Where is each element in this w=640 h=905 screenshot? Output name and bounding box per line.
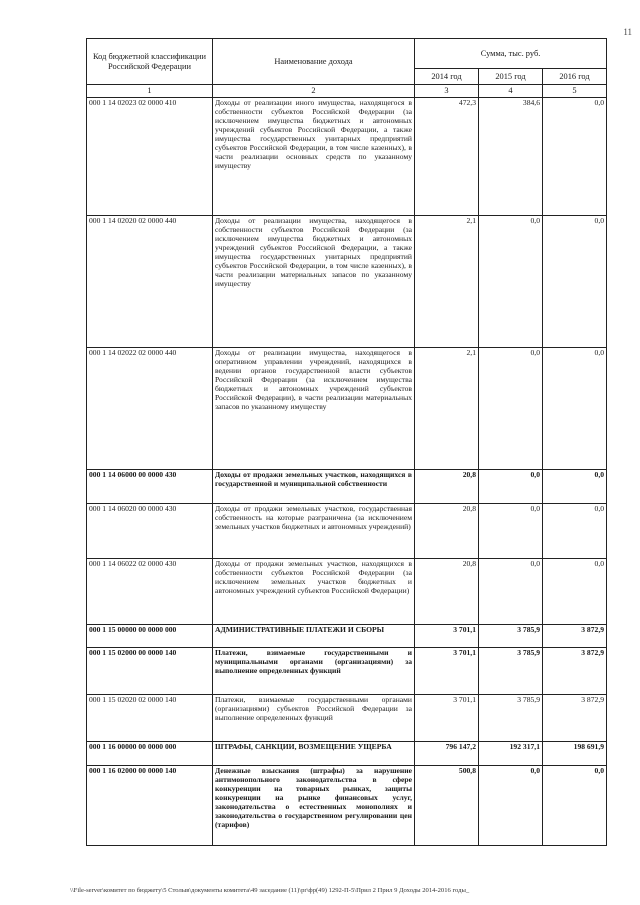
row-value-2014: 472,3 (415, 97, 479, 215)
col-number-3: 3 (415, 85, 479, 98)
row-value-2016: 0,0 (543, 503, 607, 558)
row-name: ШТРАФЫ, САНКЦИИ, ВОЗМЕЩЕНИЕ УЩЕРБА (213, 741, 415, 765)
row-name: Доходы от продажи земельных участков, находящихся в собственности субъектов Российской Федерации (за исключением земельных участков бюджетных и автономных учреждений субъектов Российской Федерации) (213, 558, 415, 624)
table-row (87, 647, 607, 694)
row-name: Платежи, взимаемые государственными органами (организациями) субъектов Российской Федерации за выполнение определенных функций (213, 694, 415, 741)
row-code: 000 1 16 00000 00 0000 000 (87, 741, 213, 765)
row-name: Доходы от реализации имущества, находящегося в оперативном управлении учреждений, находящихся в ведении органов государственной власти субъектов Российской Федерации (за исключением имущества бюджетных и автономных учреждений субъектов Российской Федерации), в части реализации материальных запасов по указанному имуществу (213, 347, 415, 469)
table-row (87, 469, 607, 503)
row-value-2015: 3 785,9 (479, 694, 543, 741)
row-name: Платежи, взимаемые государственными и муниципальными органами (организациями) за выполнение определенных функций (213, 647, 415, 694)
row-value-2016: 3 872,9 (543, 694, 607, 741)
row-value-2016: 0,0 (543, 469, 607, 503)
row-code: 000 1 14 06000 00 0000 430 (87, 469, 213, 503)
table-row (87, 215, 607, 347)
row-value-2014: 3 701,1 (415, 694, 479, 741)
row-value-2014: 3 701,1 (415, 624, 479, 647)
row-value-2014: 3 701,1 (415, 647, 479, 694)
table-row (87, 624, 607, 647)
revenue-table (86, 38, 607, 846)
row-code: 000 1 14 06022 02 0000 430 (87, 558, 213, 624)
row-code: 000 1 14 02022 02 0000 440 (87, 347, 213, 469)
table-row (87, 97, 607, 215)
table-row (87, 765, 607, 845)
row-value-2015: 0,0 (479, 347, 543, 469)
row-value-2016: 3 872,9 (543, 647, 607, 694)
file-path-footer: \\File-server\комитет по бюджету\5 Столыв\документы комитета\49 заседание (11)\pr\фр(49) 1292-П-5\Прил 2 Прил 9 Доходы 2014-2016 годы_ (70, 887, 470, 894)
header-sum: Сумма, тыс. руб. (415, 39, 607, 69)
row-value-2014: 20,8 (415, 469, 479, 503)
row-value-2016: 0,0 (543, 215, 607, 347)
page-number: 11 (623, 27, 632, 37)
col-number-1: 1 (87, 85, 213, 98)
row-value-2015: 0,0 (479, 558, 543, 624)
header-year-2014: 2014 год (415, 69, 479, 85)
row-value-2014: 500,8 (415, 765, 479, 845)
header-code: Код бюджетной классификации Российской Федерации (87, 39, 213, 85)
row-value-2015: 384,6 (479, 97, 543, 215)
row-value-2015: 0,0 (479, 469, 543, 503)
row-value-2016: 0,0 (543, 347, 607, 469)
header-year-2016: 2016 год (543, 69, 607, 85)
row-code: 000 1 16 02000 00 0000 140 (87, 765, 213, 845)
row-value-2015: 0,0 (479, 765, 543, 845)
row-value-2015: 0,0 (479, 215, 543, 347)
row-name: Доходы от реализации имущества, находящегося в собственности субъектов Российской Федерации (за исключением имущества бюджетных и автономных учреждений субъектов Российской Федерации, а также имущества государственных унитарных предприятий субъектов Российской Федерации, в том числе казенных), в части реализации материальных запасов по указанному имуществу (213, 215, 415, 347)
row-code: 000 1 15 00000 00 0000 000 (87, 624, 213, 647)
row-value-2016: 0,0 (543, 97, 607, 215)
row-value-2014: 20,8 (415, 503, 479, 558)
row-code: 000 1 15 02000 00 0000 140 (87, 647, 213, 694)
row-value-2015: 192 317,1 (479, 741, 543, 765)
row-name: Доходы от реализации иного имущества, находящегося в собственности субъектов Российской Федерации (за исключением имущества бюджетных и автономных учреждений субъектов Российской Федерации, а также имущества государственных унитарных предприятий субъектов Российской Федерации, в том числе казенных), в части реализации основных средств по указанному имуществу (213, 97, 415, 215)
table-row (87, 558, 607, 624)
row-value-2014: 2,1 (415, 215, 479, 347)
col-number-2: 2 (213, 85, 415, 98)
table-row (87, 503, 607, 558)
table-row (87, 694, 607, 741)
row-name: АДМИНИСТРАТИВНЫЕ ПЛАТЕЖИ И СБОРЫ (213, 624, 415, 647)
row-value-2014: 2,1 (415, 347, 479, 469)
header-name: Наименование дохода (213, 39, 415, 85)
col-number-4: 4 (479, 85, 543, 98)
row-code: 000 1 14 06020 00 0000 430 (87, 503, 213, 558)
row-value-2016: 3 872,9 (543, 624, 607, 647)
col-number-5: 5 (543, 85, 607, 98)
table-row (87, 347, 607, 469)
row-value-2016: 0,0 (543, 558, 607, 624)
row-code: 000 1 14 02023 02 0000 410 (87, 97, 213, 215)
row-value-2014: 796 147,2 (415, 741, 479, 765)
row-code: 000 1 14 02020 02 0000 440 (87, 215, 213, 347)
row-value-2015: 3 785,9 (479, 647, 543, 694)
row-value-2016: 0,0 (543, 765, 607, 845)
row-value-2015: 0,0 (479, 503, 543, 558)
row-value-2015: 3 785,9 (479, 624, 543, 647)
row-code: 000 1 15 02020 02 0000 140 (87, 694, 213, 741)
row-value-2014: 20,8 (415, 558, 479, 624)
row-value-2016: 198 691,9 (543, 741, 607, 765)
row-name: Денежные взыскания (штрафы) за нарушение антимонопольного законодательства в сфере конкуренции на товарных рынках, защиты конкуренции на рынке финансовых услуг, законодательства о естественных монополиях и законодательства о государственном регулировании цен (тарифов) (213, 765, 415, 845)
table-row (87, 741, 607, 765)
row-name: Доходы от продажи земельных участков, находящихся в государственной и муниципальной собственности (213, 469, 415, 503)
row-name: Доходы от продажи земельных участков, государственная собственность на которые разграничена (за исключением земельных участков бюджетных и автономных учреждений) (213, 503, 415, 558)
header-year-2015: 2015 год (479, 69, 543, 85)
